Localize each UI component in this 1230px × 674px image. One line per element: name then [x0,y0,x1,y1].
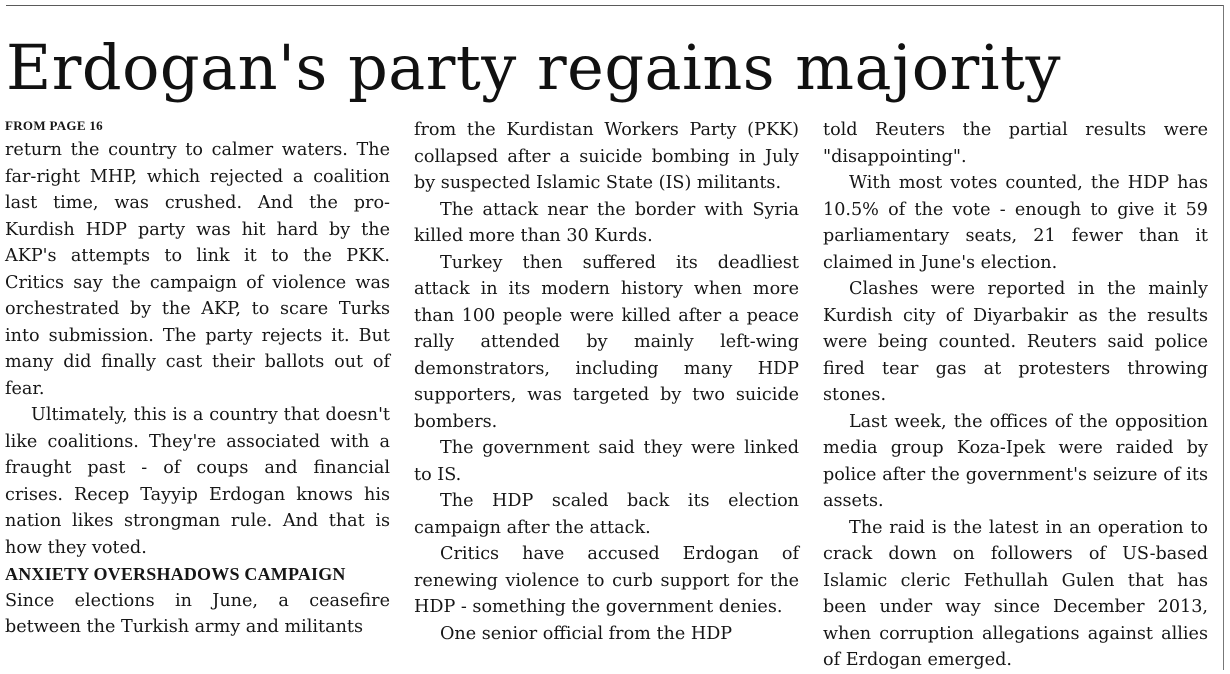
article-paragraph: The raid is the latest in an operation to crack down on followers of US-based Islamic cleric Fethullah Gulen that has been under way since December 2013, when corruption allegations against allies of Erdogan emerged. [823,517,1208,670]
section-subhead: ANXIETY OVERSHADOWS CAMPAIGN [5,564,346,584]
right-rule [1223,5,1224,670]
headline: Erdogan's party regains majority [6,31,1061,104]
column-2 [414,117,799,647]
kicker: FROM PAGE 16 [5,118,103,133]
column-1 [5,117,390,641]
article-paragraph: Critics have accused Erdogan of renewing violence to curb support for the HDP - something the government denies. [414,544,799,617]
article-paragraph: One senior official from the HDP [440,623,733,644]
article-paragraph: Since elections in June, a ceasefire between the Turkish army and militants [5,590,390,637]
top-rule [6,5,1224,6]
article-paragraph: With most votes counted, the HDP has 10.5% of the vote - enough to give it 59 parliamentary seats, 21 fewer than it claimed in June's election. [823,173,1208,273]
column-3 [823,117,1208,674]
article-paragraph: Ultimately, this is a country that doesn't like coalitions. They're associated with a fraught past - of coups and financial crises. Recep Tayyip Erdogan knows his nation likes strongman rule. And that is how they voted. [5,405,390,558]
article-paragraph: return the country to calmer waters. The far-right MHP, which rejected a coalition last time, was crushed. And the pro-Kurdish HDP party was hit hard by the AKP's attempts to link it to the PKK. Critics say the campaign of violence was orchestrated by the AKP, to scare Turks into submission. The party rejects it. But many did finally cast their ballots out of fear. [5,140,390,399]
article-paragraph: Last week, the offices of the opposition media group Koza-Ipek were raided by police after the government's seizure of its assets. [823,411,1208,511]
article-paragraph: The attack near the border with Syria killed more than 30 Kurds. [414,199,799,246]
article-paragraph: told Reuters the partial results were "disappointing". [823,120,1208,167]
article-paragraph: Turkey then suffered its deadliest attack in its modern history when more than 100 people were killed after a peace rally attended by mainly left-wing demonstrators, including many HDP supporters, was targeted by two suicide bombers. [414,252,799,432]
article-paragraph: from the Kurdistan Workers Party (PKK) collapsed after a suicide bombing in July by suspected Islamic State (IS) militants. [414,120,799,193]
article-paragraph: Clashes were reported in the mainly Kurdish city of Diyarbakir as the results were being counted. Reuters said police fired tear gas at protesters throwing stones. [823,279,1208,405]
article-body [5,117,1215,670]
article-paragraph: The HDP scaled back its election campaign after the attack. [414,491,799,538]
article-paragraph: The government said they were linked to IS. [414,438,799,485]
